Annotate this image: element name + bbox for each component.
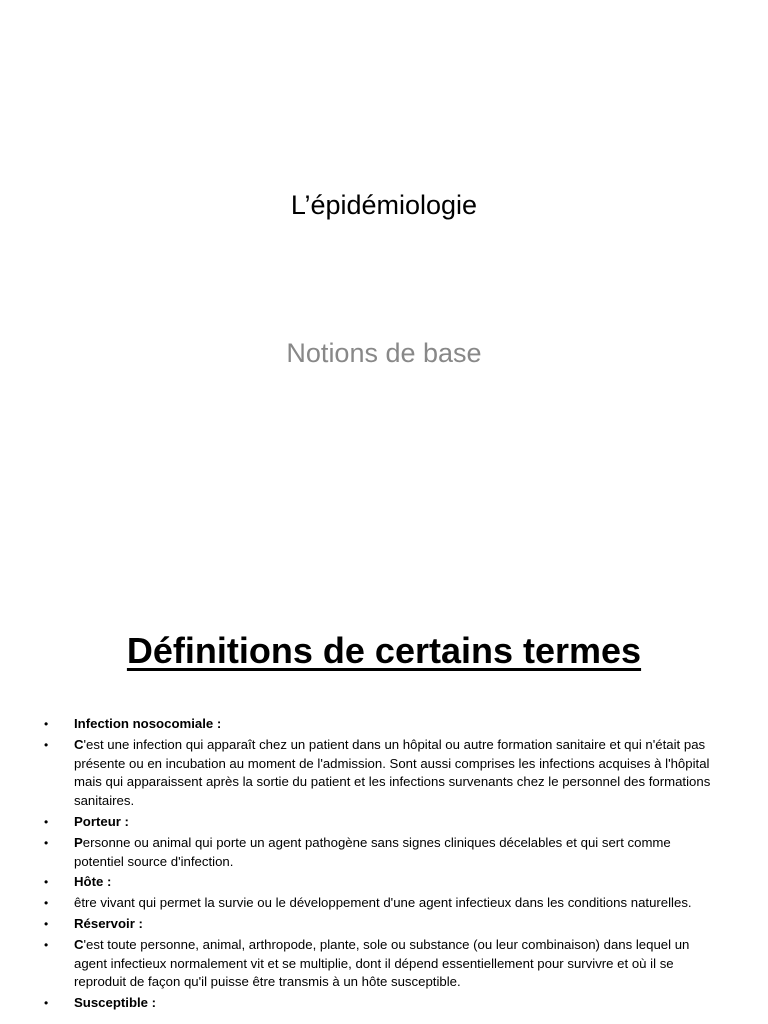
definition-initial: P — [74, 834, 83, 850]
bullet-icon: • — [44, 737, 49, 752]
bullet-icon: • — [44, 717, 49, 731]
definition-term — [0, 915, 768, 934]
bullet-icon: • — [44, 937, 49, 952]
bullet-icon: • — [44, 835, 49, 850]
bullet-icon: • — [44, 814, 49, 829]
definition-text — [0, 834, 768, 872]
definition-initial: C — [74, 736, 84, 752]
definitions-title: Définitions de certains termes — [126, 630, 642, 671]
bullet-icon: • — [44, 916, 49, 931]
bullet-icon: • — [44, 875, 49, 890]
definition-term — [0, 715, 768, 734]
term-label: Infection nosocomiale : — [74, 716, 222, 731]
definitions-list — [0, 715, 768, 1015]
definition-body: être vivant qui permet la survie ou le développement d'une agent infectieux dans les conditions naturelles. — [74, 895, 692, 911]
term-label: Porteur : — [74, 813, 129, 829]
definition-text — [0, 894, 768, 913]
definition-body: 'est une infection qui apparaît chez un patient dans un hôpital ou autre formation sanitaire et qui n'était pas présente ou en incubation au moment de l'admission. Sont aussi comprises les infections acquises à l'hôpital mais qui apparaissent après la sortie du patient et les infections survenants chez le personnel des formations sanitaires. — [74, 736, 711, 809]
presentation-title: L’épidémiologie — [290, 190, 478, 220]
definition-term — [0, 813, 768, 832]
term-label: Susceptible : — [74, 995, 157, 1011]
slide-definitions — [0, 576, 768, 1024]
definition-initial: C — [74, 936, 84, 952]
bullet-icon: • — [44, 996, 49, 1011]
definition-term — [0, 994, 768, 1013]
bullet-icon: • — [44, 896, 49, 911]
definition-body: ersonne ou animal qui porte un agent pathogène sans signes cliniques décelables et qui sert comme potentiel source d'infection. — [74, 834, 671, 869]
definition-text — [0, 736, 768, 811]
term-label: Hôte : — [74, 874, 112, 890]
definition-body: 'est toute personne, animal, arthropode, plante, sole ou substance (ou leur combinaison) dans lequel un agent infectieux normalement vit et se multiplie, dont il dépend essentiellement pour survivre et où il se reproduit de façon qu'il puisse être transmis à un hôte susceptible. — [74, 936, 690, 990]
definition-text — [0, 936, 768, 992]
term-label: Réservoir : — [74, 915, 143, 931]
definition-term — [0, 873, 768, 892]
presentation-subtitle: Notions de base — [286, 338, 482, 368]
